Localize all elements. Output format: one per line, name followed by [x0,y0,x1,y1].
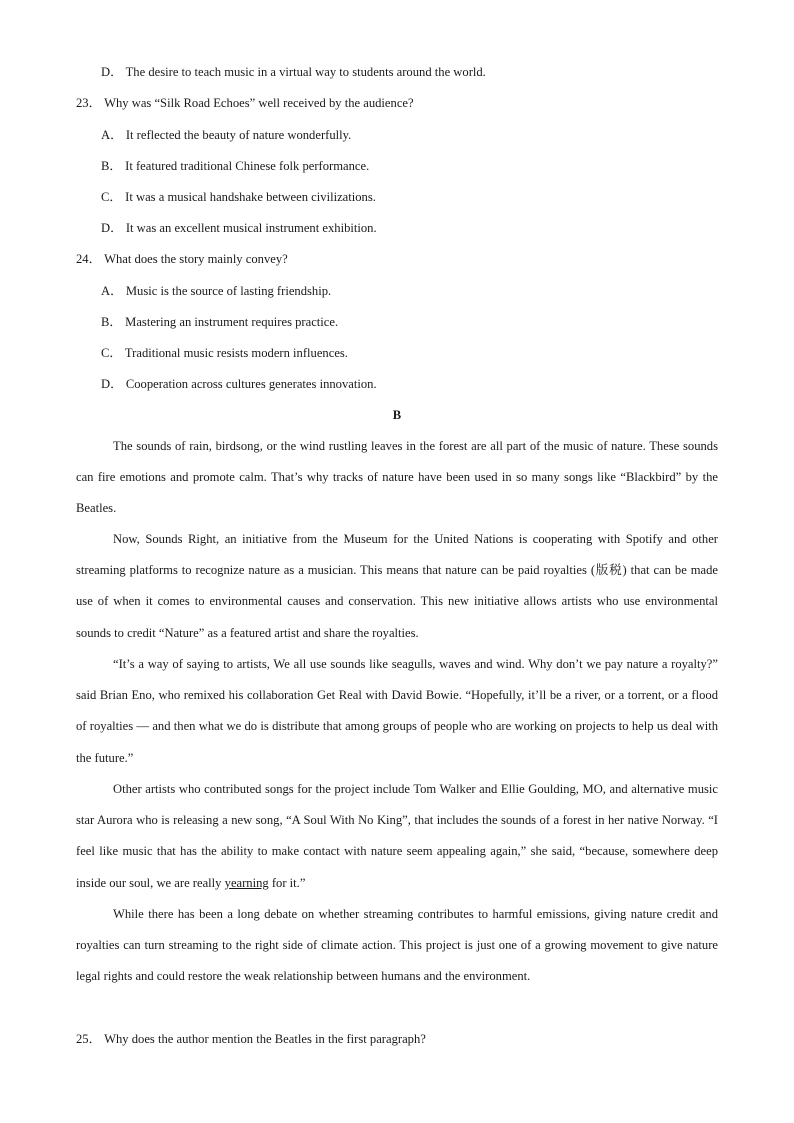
question-24-option-b: B． Mastering an instrument requires practice. [101,315,339,329]
paragraph-4-text: Other artists who contributed songs for the project include Tom Walker and Ellie Goulding, MO, and alternative music star Aurora who is releasing a new song, “A Soul With No King”, that includes the sounds of a forest in her native Norway. “I feel like music that has the ability to make contact with nature seem appealing again,” she said, “because, somewhere deep inside our soul, we are really [76,782,718,890]
question-23-stem: 23． Why was “Silk Road Echoes” well received by the audience? [76,96,414,110]
question-23-option-a: A． It reflected the beauty of nature wonderfully. [101,128,352,142]
passage-paragraph-5: While there has been a long debate on whether streaming contributes to harmful emissions, giving nature credit and royalties can turn streaming to the right side of climate action. This project is just one of a growing movement to give nature legal rights and could restore the weak relationship between humans and the environment. [76,907,718,984]
question-25-stem: 25． Why does the author mention the Beatles in the first paragraph? [76,1032,426,1046]
question-22-option-d: D． The desire to teach music in a virtual way to students around the world. [101,65,486,79]
underlined-word-yearning: yearning [224,875,269,890]
question-24-option-d: D． Cooperation across cultures generates innovation. [101,377,377,391]
passage-paragraph-2: Now, Sounds Right, an initiative from the Museum for the United Nations is cooperating with Spotify and other streaming platforms to recognize nature as a musician. This means that nature can be paid royalties (版税) that can be made use of when it comes to environmental causes and conservation. This new initiative allows artists who use environmental sounds to credit “Nature” as a featured artist and share the royalties. [76,532,718,640]
question-24-stem: 24． What does the story mainly convey? [76,252,288,266]
question-24-option-c: C． Traditional music resists modern influences. [101,346,348,360]
paragraph-4-ending: for it.” [268,875,306,890]
question-23-option-b: B． It featured traditional Chinese folk performance. [101,159,370,173]
passage-paragraph-3: “It’s a way of saying to artists, We all use sounds like seagulls, waves and wind. Why don’t we pay nature a royalty?” said Brian Eno, who remixed his collaboration Get Real with David Bowie. “Hopefully, it’ll be a river, or a torrent, or a flood of royalties — and then what we do is distribute that among groups of people who are working on projects to help us deal with the future.” [76,657,718,765]
question-24-option-a: A． Music is the source of lasting friendship. [101,284,332,298]
passage-paragraph-4 [76,774,718,899]
section-title: B [392,408,402,422]
question-23-option-c: C． It was a musical handshake between civilizations. [101,190,376,204]
question-23-option-d: D． It was an excellent musical instrument exhibition. [101,221,377,235]
passage-paragraph-1: The sounds of rain, birdsong, or the wind rustling leaves in the forest are all part of the music of nature. These sounds can fire emotions and promote calm. That’s why tracks of nature have been used in so many songs like “Blackbird” by the Beatles. [76,439,718,516]
